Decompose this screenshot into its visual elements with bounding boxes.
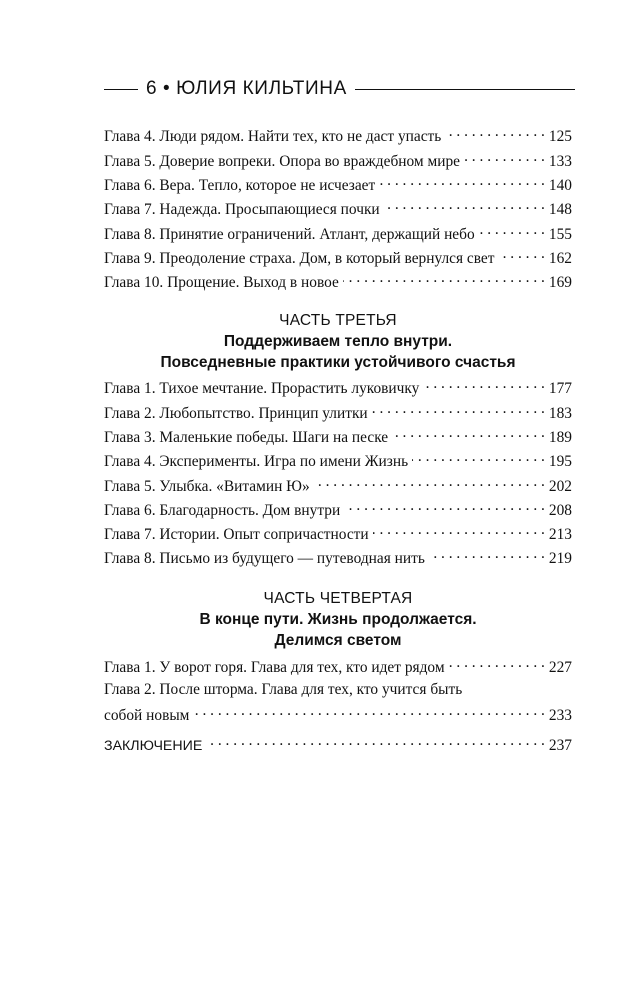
toc-entry-page: 195 xyxy=(548,453,572,471)
toc-leader-dots xyxy=(314,475,545,490)
toc-entry xyxy=(104,735,572,759)
toc-entry-page: 140 xyxy=(548,176,572,194)
part4-subtitle-line2: Делимся светом xyxy=(274,632,402,649)
toc-leader-dots xyxy=(479,223,545,238)
toc-entry-label: Глава 6. Вера. Тепло, которое не исчезает xyxy=(104,176,376,194)
toc-leader-dots xyxy=(423,378,545,393)
toc-entry-label: Глава 4. Эксперименты. Игра по имени Жизнь xyxy=(104,453,409,471)
toc-entry-page: 155 xyxy=(548,225,572,243)
toc-leader-dots xyxy=(499,247,545,262)
toc-entry-label-line1: Глава 2. После шторма. Глава для тех, кто учится быть xyxy=(104,681,463,699)
toc-leader-dots xyxy=(344,499,545,514)
toc-entry xyxy=(104,475,572,499)
toc-leader-dots xyxy=(379,175,545,190)
toc-entry-label: Глава 5. Доверие вопреки. Опора во враждебном мире xyxy=(104,152,460,170)
part3-title: ЧАСТЬ ТРЕТЬЯ xyxy=(279,312,397,329)
toc-entry xyxy=(104,126,572,150)
toc-leader-dots xyxy=(464,150,545,165)
toc-entry-label: Глава 5. Улыбка. «Витамин Ю» xyxy=(104,477,310,495)
part4-heading xyxy=(104,589,572,651)
toc-leader-dots xyxy=(206,735,545,750)
header-title: 6 • ЮЛИЯ КИЛЬТИНА xyxy=(146,78,347,99)
toc-entry xyxy=(104,704,572,728)
toc-entry-label: Глава 1. Тихое мечтание. Прорастить луковичку xyxy=(104,380,420,398)
toc-leader-dots xyxy=(392,427,545,442)
toc-entry-label: Глава 2. Любопытство. Принцип улитки xyxy=(104,404,368,422)
toc-entry xyxy=(104,451,572,475)
toc-entry-page: 202 xyxy=(548,477,572,495)
toc-entry-page: 227 xyxy=(548,659,572,677)
toc-entry-label: Глава 1. У ворот горя. Глава для тех, кто идет рядом xyxy=(104,659,445,677)
toc-entry-label-line2: собой новым xyxy=(104,706,190,724)
header-rule-left xyxy=(104,89,138,90)
part3-subtitle-line1: Поддерживаем тепло внутри. xyxy=(223,333,453,350)
toc-entry-page: 233 xyxy=(548,706,572,724)
toc-entry xyxy=(104,175,572,199)
toc-entry-page: 213 xyxy=(548,526,572,544)
toc-entry-label: Глава 6. Благодарность. Дом внутри xyxy=(104,501,341,519)
toc-leader-dots xyxy=(372,402,545,417)
toc-entry xyxy=(104,223,572,247)
toc-leader-dots xyxy=(384,199,545,214)
toc-entry-label: Глава 10. Прощение. Выход в новое xyxy=(104,274,339,292)
toc-entry-label: Глава 3. Маленькие победы. Шаги на песке xyxy=(104,428,389,446)
toc-entry xyxy=(104,378,572,402)
toc-entry xyxy=(104,657,572,681)
toc-entry xyxy=(104,150,572,174)
toc-leader-dots xyxy=(449,657,545,672)
part4-subtitle-line1: В конце пути. Жизнь продолжается. xyxy=(199,611,477,628)
toc-part2-list xyxy=(104,126,572,296)
toc-entry xyxy=(104,427,572,451)
toc-entry xyxy=(104,402,572,426)
toc-entry-label: Глава 7. Истории. Опыт сопричастности xyxy=(104,526,369,544)
toc-entry-label: Глава 8. Письмо из будущего — путеводная нить xyxy=(104,550,425,568)
toc-entry-page: 148 xyxy=(548,201,572,219)
toc-leader-dots xyxy=(193,704,544,719)
toc-entry-label: Глава 9. Преодоление страха. Дом, в который вернулся свет xyxy=(104,249,495,267)
running-header xyxy=(104,76,575,102)
toc-entry xyxy=(104,499,572,523)
toc-part3-list xyxy=(104,378,572,572)
toc-leader-dots xyxy=(412,451,545,466)
conclusion-label: ЗАКЛЮЧЕНИЕ xyxy=(104,738,203,755)
toc-conclusion xyxy=(104,735,572,759)
toc-leader-dots xyxy=(373,524,545,539)
part3-heading xyxy=(104,311,572,373)
toc-entry-line1 xyxy=(104,681,572,704)
toc-entry xyxy=(104,524,572,548)
part3-subtitle-line2: Повседневные практики устойчивого счастья xyxy=(160,354,516,371)
toc-entry-page: 162 xyxy=(548,249,572,267)
conclusion-page: 237 xyxy=(548,737,572,755)
toc-entry-page: 133 xyxy=(548,152,572,170)
toc-leader-dots xyxy=(429,548,545,563)
toc-entry-page: 189 xyxy=(548,428,572,446)
toc-entry-page: 125 xyxy=(548,128,572,146)
toc-entry-page: 177 xyxy=(548,380,572,398)
toc-part4-list xyxy=(104,657,572,729)
header-rule-right xyxy=(355,89,575,90)
toc-entry xyxy=(104,548,572,572)
part4-title: ЧАСТЬ ЧЕТВЕРТАЯ xyxy=(263,590,413,607)
toc-entry xyxy=(104,199,572,223)
toc-entry-page: 169 xyxy=(548,274,572,292)
toc-entry-page: 208 xyxy=(548,501,572,519)
toc-leader-dots xyxy=(343,272,545,287)
toc-entry-page: 183 xyxy=(548,404,572,422)
toc-entry-page: 219 xyxy=(548,550,572,568)
toc-entry-label: Глава 8. Принятие ограничений. Атлант, держащий небо xyxy=(104,225,475,243)
toc-leader-dots xyxy=(445,126,545,141)
toc-entry xyxy=(104,272,572,296)
toc-entry-label: Глава 4. Люди рядом. Найти тех, кто не даст упасть xyxy=(104,128,442,146)
toc-entry-label: Глава 7. Надежда. Просыпающиеся почки xyxy=(104,201,380,219)
toc-entry xyxy=(104,247,572,271)
